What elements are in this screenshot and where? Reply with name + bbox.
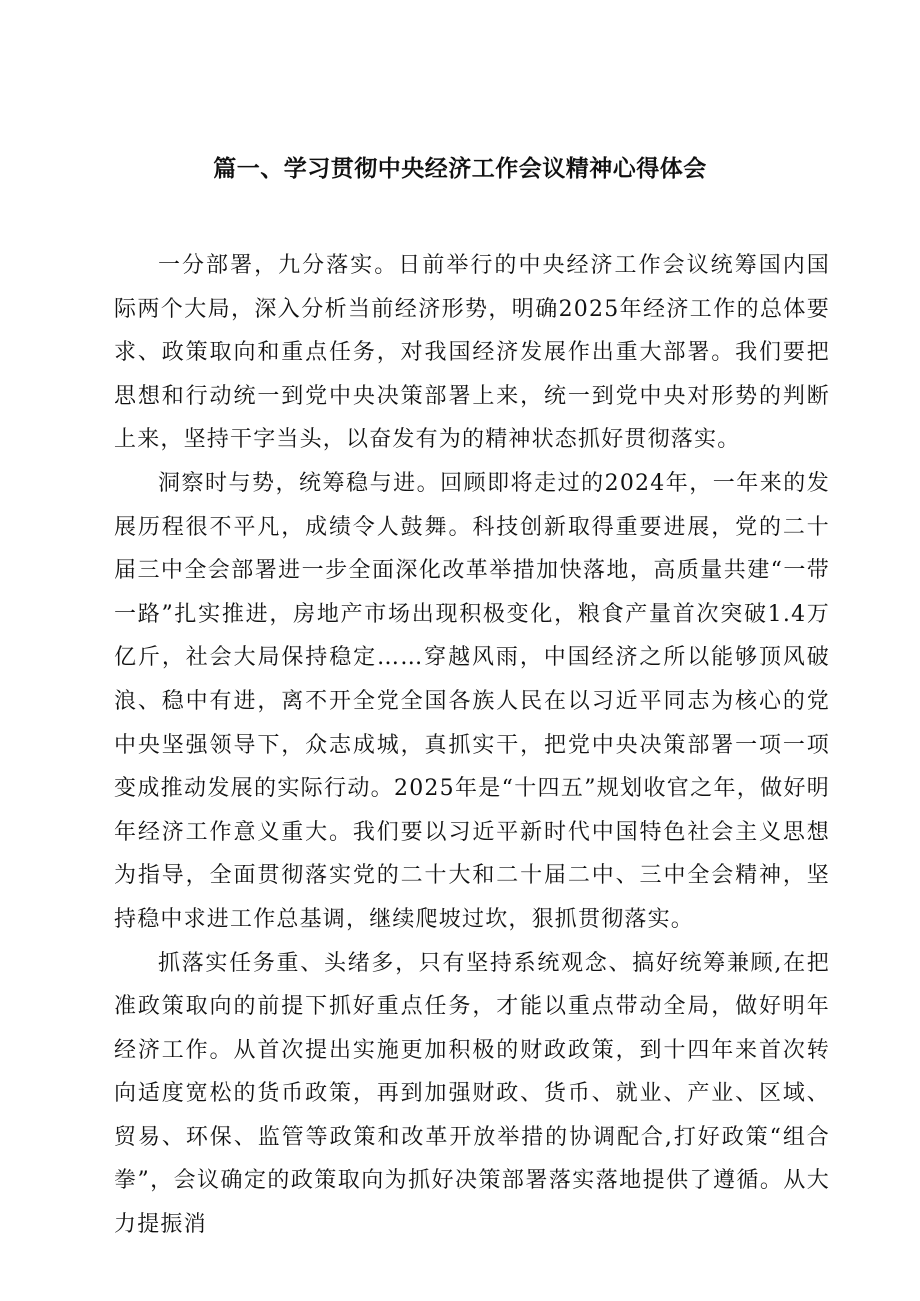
paragraph-2: 洞察时与势，统筹稳与进。回顾即将走过的2024年，一年来的发展历程很不平凡，成绩令人鼓舞。科技创新取得重要进展，党的二十届三中全会部署进一步全面深化改革举措加快落地，高质量共建“一带一路”扎实推进，房地产市场出现积极变化，粮食产量首次突破1.4万亿斤，社会大局保持稳定……穿越风雨，中国经济之所以能够顶风破浪、稳中有进，离不开全党全国各族人民在以习近平同志为核心的党中央坚强领导下，众志成城，真抓实干，把党中央决策部署一项一项变成推动发展的实际行动。2025年是“十四五”规划收官之年，做好明年经济工作意义重大。我们要以习近平新时代中国特色社会主义思想为指导，全面贯彻落实党的二十大和二十届二中、三中全会精神，坚持稳中求进工作总基调，继续爬坡过坎，狠抓贯彻落实。 [114, 470, 830, 932]
paragraph-1: 一分部署，九分落实。日前举行的中央经济工作会议统筹国内国际两个大局，深入分析当前经济形势，明确2025年经济工作的总体要求、政策取向和重点任务，对我国经济发展作出重大部署。我们要把思想和行动统一到党中央决策部署上来，统一到党中央对形势的判断上来，坚持干字当头，以奋发有为的精神状态抓好贯彻落实。 [114, 253, 830, 453]
paragraph-3: 抓落实任务重、头绪多，只有坚持系统观念、搞好统筹兼顾,在把准政策取向的前提下抓好重点任务，才能以重点带动全局，做好明年经济工作。从首次提出实施更加积极的财政政策，到十四年来首次转向适度宽松的货币政策，再到加强财政、货币、就业、产业、区域、贸易、环保、监管等政策和改革开放举措的协调配合,打好政策“组合拳”，会议确定的政策取向为抓好决策部署落实落地提供了遵循。从大力提振消 [114, 950, 830, 1238]
document-title: 篇一、学习贯彻中央经济工作会议精神心得体会 [213, 156, 707, 182]
document-body [114, 244, 830, 1247]
